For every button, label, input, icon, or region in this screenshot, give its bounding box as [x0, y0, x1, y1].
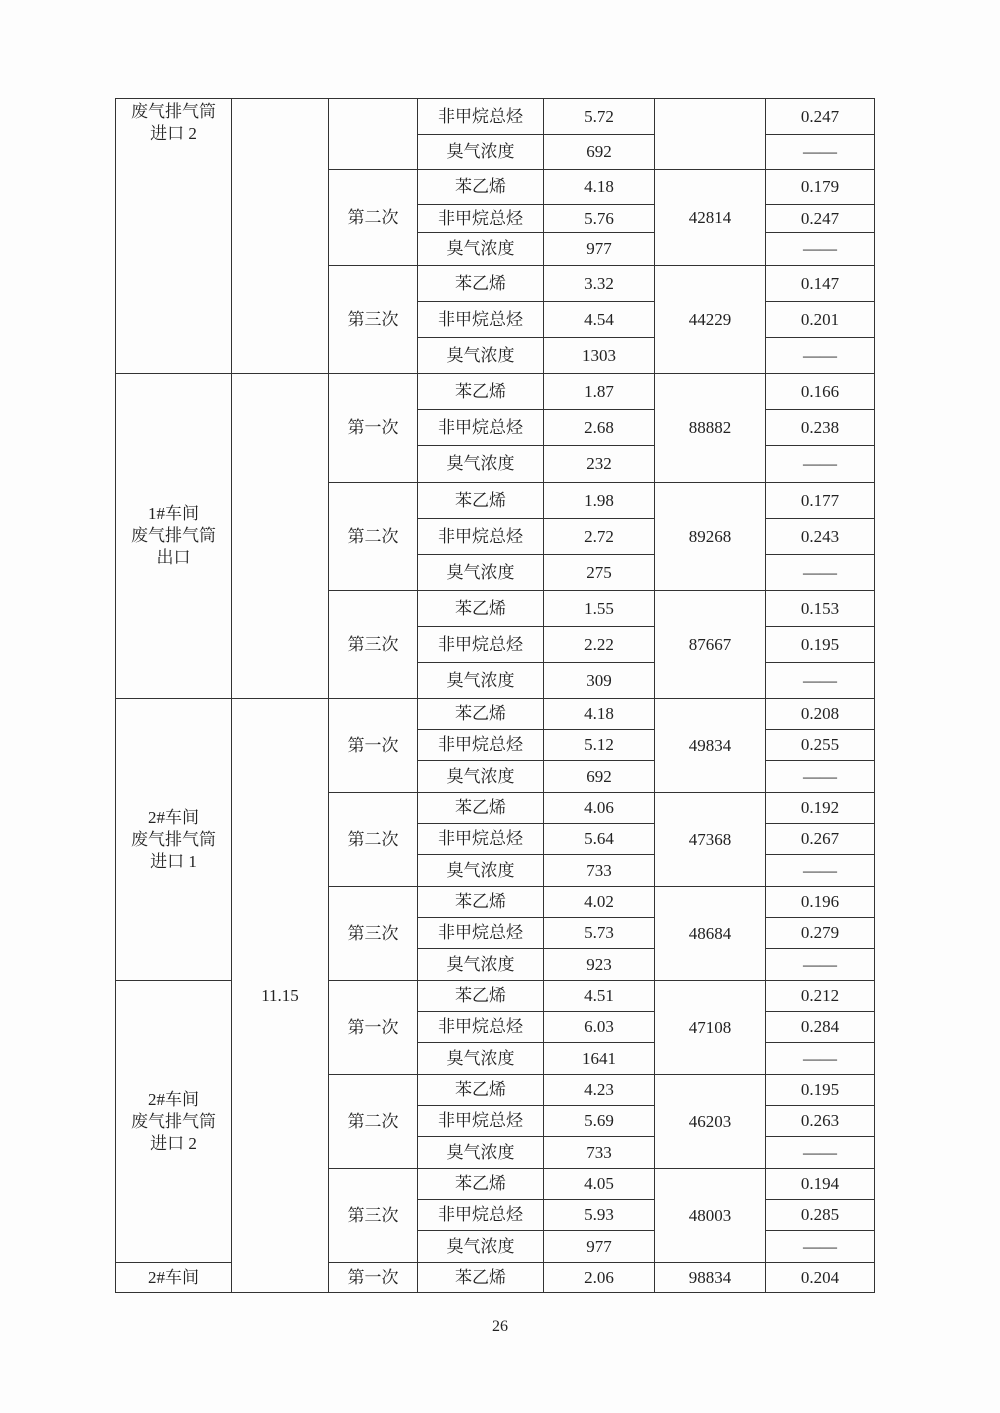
- round-cell: 第一次: [329, 981, 418, 1075]
- round-cell: 第二次: [329, 1075, 418, 1169]
- rate-cell: ——: [766, 761, 875, 793]
- flow-cell: 47368: [655, 793, 766, 887]
- param-cell: 苯乙烯: [418, 1075, 544, 1106]
- rate-cell: 0.195: [766, 1075, 875, 1106]
- conc-cell: 1303: [544, 338, 655, 374]
- rate-cell: ——: [766, 663, 875, 699]
- conc-cell: 5.76: [544, 205, 655, 233]
- param-cell: 臭气浓度: [418, 555, 544, 591]
- round-cell: 第二次: [329, 483, 418, 591]
- rate-cell: ——: [766, 233, 875, 266]
- conc-cell: 1.98: [544, 483, 655, 519]
- param-cell: 非甲烷总烃: [418, 302, 544, 338]
- location-cell: 1#车间 废气排气筒 出口: [116, 374, 232, 699]
- rate-cell: 0.263: [766, 1106, 875, 1137]
- conc-cell: 4.54: [544, 302, 655, 338]
- rate-cell: 0.166: [766, 374, 875, 410]
- round-cell: 第一次: [329, 1263, 418, 1293]
- rate-cell: 0.196: [766, 887, 875, 918]
- param-cell: 非甲烷总烃: [418, 918, 544, 949]
- location-cell: 废气排气筒 进口 2: [116, 99, 232, 374]
- table-row: [116, 699, 875, 730]
- rate-cell: 0.201: [766, 302, 875, 338]
- conc-cell: 692: [544, 135, 655, 170]
- flow-cell: 87667: [655, 591, 766, 699]
- param-cell: 苯乙烯: [418, 887, 544, 918]
- flow-cell: 48684: [655, 887, 766, 981]
- flow-cell: 88882: [655, 374, 766, 483]
- rate-cell: 0.247: [766, 205, 875, 233]
- conc-cell: 692: [544, 761, 655, 793]
- conc-cell: 2.68: [544, 410, 655, 446]
- conc-cell: 5.73: [544, 918, 655, 949]
- param-cell: 臭气浓度: [418, 855, 544, 887]
- rate-cell: 0.147: [766, 266, 875, 302]
- param-cell: 苯乙烯: [418, 170, 544, 205]
- rate-cell: 0.194: [766, 1169, 875, 1200]
- location-cell: 2#车间 废气排气筒 进口 2: [116, 981, 232, 1263]
- location-cell: 2#车间: [116, 1263, 232, 1293]
- conc-cell: 4.18: [544, 699, 655, 730]
- param-cell: 苯乙烯: [418, 591, 544, 627]
- flow-cell: 42814: [655, 170, 766, 266]
- param-cell: 非甲烷总烃: [418, 1012, 544, 1043]
- round-cell: 第三次: [329, 887, 418, 981]
- conc-cell: 4.18: [544, 170, 655, 205]
- date-cell-blank: [232, 99, 329, 374]
- rate-cell: 0.195: [766, 627, 875, 663]
- flow-cell: [655, 99, 766, 170]
- flow-cell: 49834: [655, 699, 766, 793]
- conc-cell: 5.93: [544, 1200, 655, 1231]
- param-cell: 苯乙烯: [418, 1169, 544, 1200]
- conc-cell: 3.32: [544, 266, 655, 302]
- param-cell: 苯乙烯: [418, 374, 544, 410]
- round-cell: 第二次: [329, 170, 418, 266]
- conc-cell: 5.72: [544, 99, 655, 135]
- rate-cell: 0.285: [766, 1200, 875, 1231]
- rate-cell: ——: [766, 1137, 875, 1169]
- conc-cell: 4.02: [544, 887, 655, 918]
- flow-cell: 44229: [655, 266, 766, 374]
- rate-cell: ——: [766, 855, 875, 887]
- conc-cell: 6.03: [544, 1012, 655, 1043]
- param-cell: 非甲烷总烃: [418, 1106, 544, 1137]
- conc-cell: 5.69: [544, 1106, 655, 1137]
- conc-cell: 309: [544, 663, 655, 699]
- conc-cell: 4.06: [544, 793, 655, 824]
- flow-cell: 48003: [655, 1169, 766, 1263]
- location-cell: 2#车间 废气排气筒 进口 1: [116, 699, 232, 981]
- monitoring-table: [115, 98, 875, 1293]
- rate-cell: ——: [766, 555, 875, 591]
- rate-cell: ——: [766, 338, 875, 374]
- rate-cell: 0.177: [766, 483, 875, 519]
- round-cell: [329, 99, 418, 170]
- table-row: [116, 981, 875, 1012]
- rate-cell: ——: [766, 446, 875, 483]
- flow-cell: 47108: [655, 981, 766, 1075]
- conc-cell: 733: [544, 855, 655, 887]
- param-cell: 苯乙烯: [418, 793, 544, 824]
- table-row: [116, 1263, 875, 1293]
- conc-cell: 2.72: [544, 519, 655, 555]
- param-cell: 苯乙烯: [418, 981, 544, 1012]
- rate-cell: 0.267: [766, 824, 875, 855]
- param-cell: 非甲烷总烃: [418, 1200, 544, 1231]
- conc-cell: 5.64: [544, 824, 655, 855]
- table-row: [116, 374, 875, 410]
- param-cell: 臭气浓度: [418, 949, 544, 981]
- round-cell: 第一次: [329, 374, 418, 483]
- conc-cell: 977: [544, 233, 655, 266]
- param-cell: 非甲烷总烃: [418, 410, 544, 446]
- param-cell: 苯乙烯: [418, 266, 544, 302]
- rate-cell: 0.179: [766, 170, 875, 205]
- flow-cell: 98834: [655, 1263, 766, 1293]
- param-cell: 非甲烷总烃: [418, 730, 544, 761]
- param-cell: 非甲烷总烃: [418, 99, 544, 135]
- param-cell: 臭气浓度: [418, 1043, 544, 1075]
- param-cell: 臭气浓度: [418, 446, 544, 483]
- rate-cell: 0.255: [766, 730, 875, 761]
- conc-cell: 275: [544, 555, 655, 591]
- conc-cell: 5.12: [544, 730, 655, 761]
- param-cell: 臭气浓度: [418, 1137, 544, 1169]
- rate-cell: ——: [766, 1231, 875, 1263]
- rate-cell: 0.204: [766, 1263, 875, 1293]
- param-cell: 非甲烷总烃: [418, 519, 544, 555]
- param-cell: 苯乙烯: [418, 1263, 544, 1293]
- conc-cell: 1641: [544, 1043, 655, 1075]
- round-cell: 第一次: [329, 699, 418, 793]
- conc-cell: 733: [544, 1137, 655, 1169]
- param-cell: 臭气浓度: [418, 1231, 544, 1263]
- rate-cell: 0.208: [766, 699, 875, 730]
- rate-cell: 0.247: [766, 99, 875, 135]
- rate-cell: 0.238: [766, 410, 875, 446]
- rate-cell: 0.153: [766, 591, 875, 627]
- conc-cell: 1.55: [544, 591, 655, 627]
- conc-cell: 4.23: [544, 1075, 655, 1106]
- rate-cell: 0.192: [766, 793, 875, 824]
- round-cell: 第三次: [329, 591, 418, 699]
- conc-cell: 2.06: [544, 1263, 655, 1293]
- date-cell: 11.15: [232, 699, 329, 1293]
- rate-cell: ——: [766, 135, 875, 170]
- table-row: [116, 99, 875, 135]
- flow-cell: 89268: [655, 483, 766, 591]
- conc-cell: 4.51: [544, 981, 655, 1012]
- param-cell: 非甲烷总烃: [418, 627, 544, 663]
- param-cell: 非甲烷总烃: [418, 205, 544, 233]
- param-cell: 非甲烷总烃: [418, 824, 544, 855]
- param-cell: 臭气浓度: [418, 135, 544, 170]
- conc-cell: 923: [544, 949, 655, 981]
- rate-cell: ——: [766, 1043, 875, 1075]
- rate-cell: 0.284: [766, 1012, 875, 1043]
- round-cell: 第三次: [329, 1169, 418, 1263]
- rate-cell: 0.243: [766, 519, 875, 555]
- rate-cell: 0.279: [766, 918, 875, 949]
- conc-cell: 2.22: [544, 627, 655, 663]
- date-cell-blank: [232, 374, 329, 699]
- round-cell: 第二次: [329, 793, 418, 887]
- conc-cell: 4.05: [544, 1169, 655, 1200]
- conc-cell: 977: [544, 1231, 655, 1263]
- conc-cell: 1.87: [544, 374, 655, 410]
- round-cell: 第三次: [329, 266, 418, 374]
- param-cell: 臭气浓度: [418, 338, 544, 374]
- conc-cell: 232: [544, 446, 655, 483]
- param-cell: 苯乙烯: [418, 699, 544, 730]
- param-cell: 臭气浓度: [418, 761, 544, 793]
- rate-cell: ——: [766, 949, 875, 981]
- param-cell: 臭气浓度: [418, 233, 544, 266]
- param-cell: 臭气浓度: [418, 663, 544, 699]
- param-cell: 苯乙烯: [418, 483, 544, 519]
- page-number: 26: [492, 1318, 508, 1335]
- flow-cell: 46203: [655, 1075, 766, 1169]
- rate-cell: 0.212: [766, 981, 875, 1012]
